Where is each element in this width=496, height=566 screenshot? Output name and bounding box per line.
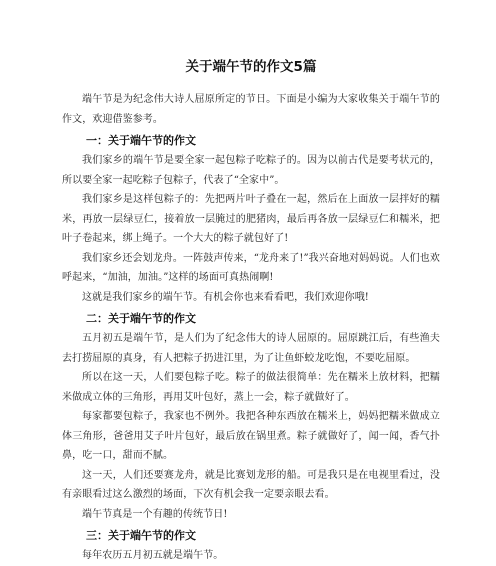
body-paragraph: 这就是我们家乡的端午节。有机会你也来看看吧，我们欢迎你哦! bbox=[82, 291, 369, 303]
section-2 bbox=[62, 309, 440, 524]
document-title: 关于端午节的作文5篇 bbox=[185, 59, 317, 75]
section-heading: 二：关于端午节的作文 bbox=[86, 312, 196, 325]
body-paragraph: 我们家乡的端午节是要全家一起包粽子吃粽子的。因为以前古代是要考状元的，所以要全家一起吃粽子包粽子，代表了“全家中”。 bbox=[62, 155, 440, 186]
body-paragraph: 我们家乡还会划龙舟。一阵鼓声传来，“龙舟来了!”我兴奋地对妈妈说。人们也欢呼起来，“加油，加油。”这样的场面可真热闹啊! bbox=[62, 252, 440, 283]
body-paragraph: 每年农历五月初五就是端午节。 bbox=[82, 550, 224, 561]
body-paragraph: 端午节真是一个有趣的传统节日! bbox=[82, 508, 228, 520]
section-3 bbox=[62, 526, 440, 566]
body-paragraph: 每家都要包粽子，我家也不例外。我把各种东西放在糯米上，妈妈把糯米做成立体三角形，爸爸用艾子叶片包好，最后放在锅里煮。粽子就做好了，闻一闻，香气扑鼻，吃一口，甜而不腻。 bbox=[62, 411, 440, 461]
body-paragraph: 我们家乡是这样包粽子的：先把两片叶子叠在一起，然后在上面放一层拌好的糯米，再放一层绿豆仁，接着放一层腌过的肥猪肉，最后再各放一层绿豆仁和糯米，把叶子卷起来，绑上绳子。一个大大的粽子就包好了! bbox=[62, 194, 440, 244]
document-page bbox=[62, 58, 440, 566]
body-paragraph: 这一天，人们还要赛龙舟，就是比赛划龙形的船。可是我只是在电视里看过，没有亲眼看过这么激烈的场面，下次有机会我一定要亲眼去看。 bbox=[62, 469, 440, 500]
body-paragraph: 所以在这一天，人们要包粽子吃。粽子的做法很简单：先在糯米上放材料，把糯米做成立体的三角形，再用艾叶包好，蒸上一会，粽子就做好了。 bbox=[62, 372, 440, 403]
section-heading: 一：关于端午节的作文 bbox=[86, 134, 196, 147]
body-paragraph: 五月初五是端午节，是人们为了纪念伟大的诗人屈原的。屈原跳江后，有些渔夫去打捞屈原的真身，有人把粽子扔进江里，为了让鱼虾蛟龙吃饱，不要吃屈原。 bbox=[62, 333, 440, 364]
section-heading: 三：关于端午节的作文 bbox=[86, 529, 196, 542]
section-1 bbox=[62, 131, 440, 307]
intro-paragraph: 端午节是为纪念伟大诗人屈原所定的节日。下面是小编为大家收集关于端午节的作文，欢迎借鉴参考。 bbox=[62, 94, 440, 125]
